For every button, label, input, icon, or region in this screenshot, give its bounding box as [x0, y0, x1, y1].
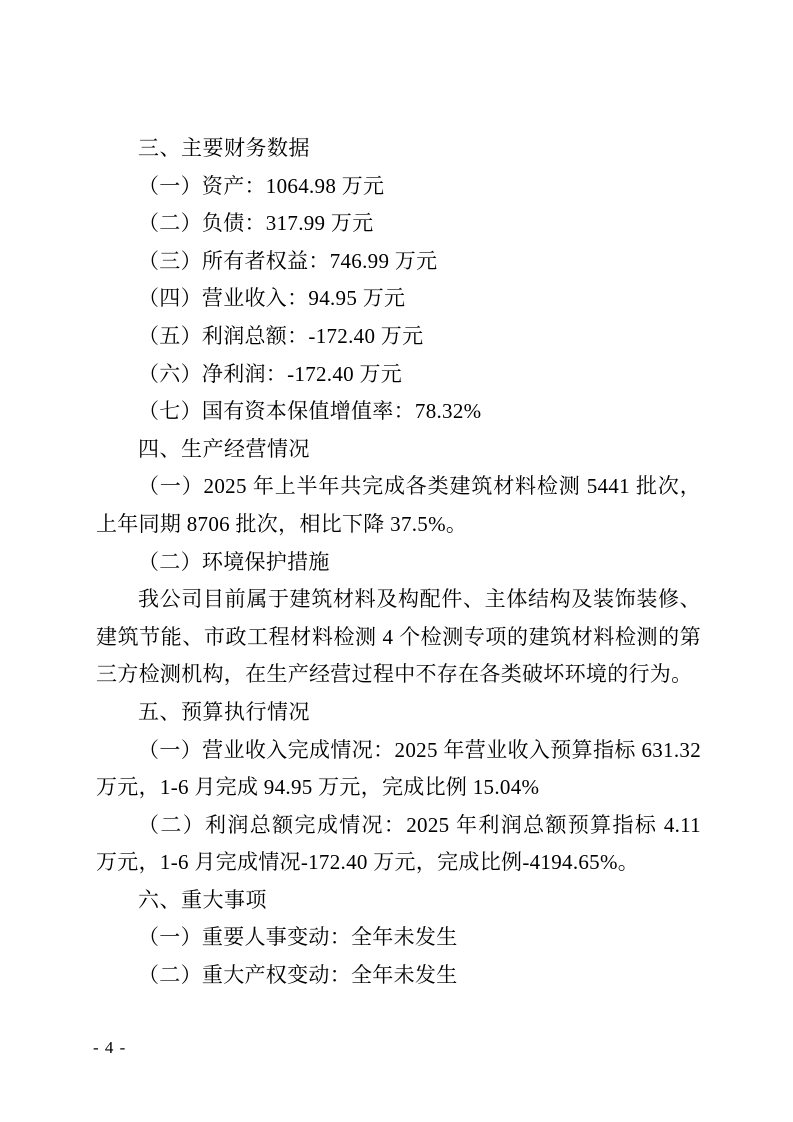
revenue-budget-paragraph: （一）营业收入完成情况：2025 年营业收入预算指标 631.32 万元，1-6 月完成 94.95 万元，完成比例 15.04%	[96, 737, 701, 800]
financial-item-liabilities: （二）负债：317.99 万元	[138, 211, 374, 236]
section-heading-budget-execution: 五、预算执行情况	[138, 700, 310, 724]
environmental-protection-subheading: （二）环境保护措施	[138, 549, 330, 574]
financial-item-capital-preservation-rate: （七）国有资本保值增值率：78.32%	[138, 399, 482, 424]
personnel-change-item: （一）重要人事变动：全年未发生	[138, 925, 458, 950]
financial-item-owners-equity: （三）所有者权益：746.99 万元	[138, 248, 438, 273]
financial-item-assets: （一）资产：1064.98 万元	[138, 173, 385, 198]
production-testing-paragraph: （一）2025 年上半年共完成各类建筑材料检测 5441 批次，上年同期 8706 批次，相比下降 37.5%。	[96, 474, 701, 536]
page-number: - 4 -	[93, 1038, 127, 1057]
environmental-protection-paragraph: 我公司目前属于建筑材料及构配件、主体结构及装饰装修、建筑节能、市政工程材料检测 4 个检测专项的建筑材料检测的第三方检测机构，在生产经营过程中不存在各类破坏环境的行为。	[96, 587, 701, 687]
section-heading-financial-data: 三、主要财务数据	[138, 137, 310, 160]
property-rights-change-item: （二）重大产权变动：全年未发生	[138, 963, 458, 988]
section-heading-major-events: 六、重大事项	[138, 888, 267, 912]
profit-budget-paragraph: （二）利润总额完成情况：2025 年利润总额预算指标 4.11 万元，1-6 月完成情况-172.40 万元，完成比例-4194.65%。	[96, 812, 701, 875]
section-heading-production-operation: 四、生产经营情况	[138, 437, 310, 461]
financial-item-net-profit: （六）净利润：-172.40 万元	[138, 361, 403, 386]
financial-item-operating-revenue: （四）营业收入：94.95 万元	[138, 286, 406, 311]
financial-item-total-profit: （五）利润总额：-172.40 万元	[138, 323, 424, 348]
document-body	[96, 130, 701, 995]
